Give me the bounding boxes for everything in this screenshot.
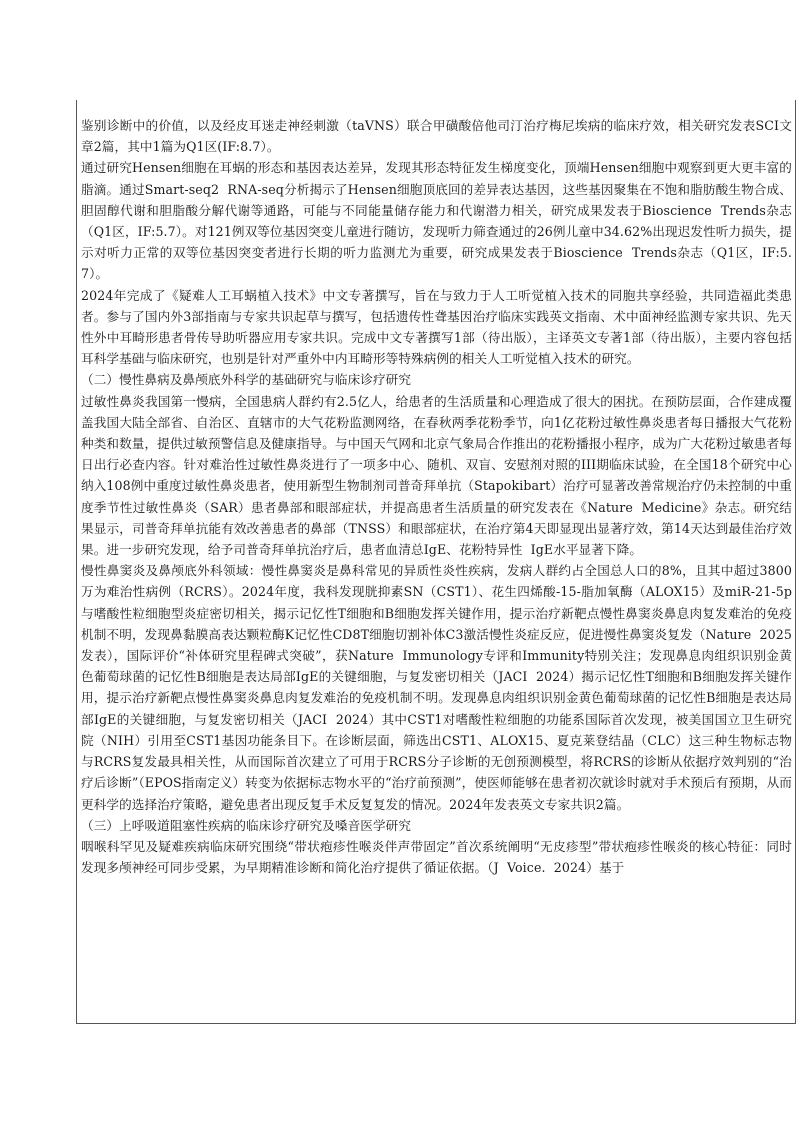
document-body	[81, 115, 792, 878]
section-heading-chronic-nasal-disease: （二）慢性鼻病及鼻颅底外科学的基础研究与临床诊疗研究	[81, 372, 412, 388]
paragraph-chronic-sinusitis: 慢性鼻窦炎及鼻颅底外科领域：慢性鼻窦炎是鼻科常见的异质性炎性疾病，发病人群约占全国总人口的8%，且其中超过3800万为难治性病例（RCRS）。2024年度，我科发现胱抑素SN（CST1）、花生四烯酸-15-脂加氧酶（ALOX15）及miR-21-5p与嗜酸性粒细胞型炎症密切相关，揭示记忆性T细胞和B细胞发挥关键作用，提示治疗新靶点慢性鼻窦炎鼻息肉复发难治的免疫机制不明，发现鼻黏膜高表达颗粒酶K记忆性CD8T细胞切割补体C3激活慢性炎症反应，促进慢性鼻窦炎复发（Nature 2025发表），国际评价“补体研究里程碑式突破”，获Nature Immunology专评和Immunity特别关注；发现鼻息肉组织识别金黄色葡萄球菌的记忆性B细胞是表达局部IgE的关键细胞，与复发密切相关（JACI 2024）揭示记忆性T细胞和B细胞发挥关键作用，提示治疗新靶点慢性鼻窦炎鼻息肉复发难治的免疫机制不明。发现鼻息肉组织识别金黄色葡萄球菌的记忆性B细胞是表达局部IgE的关键细胞，与复发密切相关（JACI 2024）其中CST1对嗜酸性粒细胞的功能系国际首次发现，被美国国立卫生研究院（NIH）引用至CST1基因功能条目下。在诊断层面，筛选出CST1、ALOX15、夏克莱登结晶（CLC）这三种生物标志物与RCRS复发最具相关性，从而国际首次建立了可用于RCRS分子诊断的无创预测模型，将RCRS的诊断从依据疗效判别的“治疗后诊断”（EPOS指南定义）转变为依据标志物水平的“治疗前预测”，使医师能够在患者初次就诊时就对手术预后有预期，从而更科学的选择治疗策略，避免患者出现反复手术反复复发的情况。2024年发表英文专家共识2篇。	[81, 563, 792, 812]
paragraph-hensen-cells: 通过研究Hensen细胞在耳蜗的形态和基因表达差异，发现其形态特征发生梯度变化，顶端Hensen细胞中观察到更大更丰富的脂滴。通过Smart-seq2 RNA-seq分析揭示了Hensen细胞顶底回的差异表达基因，这些基因聚集在不饱和脂肪酸生物合成、胆固醇代谢和胆脂酸分解代谢等通路，可能与不同能量储存能力和代谢潜力相关，研究成果发表于Bioscience Trends杂志（Q1区，IF:5.7）。对121例双等位基因突变儿童进行随访，发现听力筛查通过的26例儿童中34.62%出现迟发性听力损失，提示对听力正常的双等位基因突变者进行长期的听力监测尤为重要，研究成果发表于Bioscience Trends杂志（Q1区，IF:5.7）。	[81, 160, 792, 282]
paragraph-laryngitis-research: 咽喉科罕见及疑难疾病临床研究围绕“带状疱疹性喉炎伴声带固定”首次系统阐明“无皮疹型”带状疱疹性喉炎的核心特征：同时发现多颅神经可同步受累，为早期精准诊断和简化治疗提供了循证依据。（J Voice. 2024）基于	[81, 838, 792, 876]
section-heading-upper-airway: （三）上呼吸道阻塞性疾病的临床诊疗研究及嗓音医学研究	[81, 817, 412, 833]
paragraph-diagnostic-value: 鉴别诊断中的价值，以及经皮耳迷走神经刺激（taVNS）联合甲磺酸倍他司汀治疗梅尼埃病的临床疗效，相关研究发表SCI文章2篇，其中1篇为Q1区(IF:8.7）。	[81, 118, 792, 155]
paragraph-cochlear-implant-monograph: 2024年完成了《疑难人工耳蜗植入技术》中文专著撰写，旨在与致力于人工听觉植入技术的同胞共享经验，共同造福此类患者。参与了国内外3部指南与专家共识起草与撰写，包括遗传性聋基因治疗临床实践英文指南、术中面神经监测专家共识、先天性外中耳畸形患者骨传导助听器应用专家共识。完成中文专著撰写1部（待出版），主译英文专著1部（待出版），主要内容包括耳科学基础与临床研究，也别是针对严重外中内耳畸形等特殊病例的相关人工听觉植入技术的研究。	[81, 287, 792, 367]
paragraph-allergic-rhinitis: 过敏性鼻炎我国第一慢病，全国患病人群约有2.5亿人，给患者的生活质量和心理造成了很大的困扰。在预防层面，合作建成覆盖我国大陆全部省、自治区、直辖市的大气花粉监测网络，在春秋两季花粉季节，向1亿花粉过敏性鼻炎患者每日播报大气花粉种类和数量，提供过敏预警信息及健康指导。与中国天气网和北京气象局合作推出的花粉播报小程序，成为广大花粉过敏患者每日出行必查内容。针对难治性过敏性鼻炎进行了一项多中心、随机、双盲、安慰剂对照的III期临床试验，在全国18个研究中心纳入108例中重度过敏性鼻炎患者，使用新型生物制剂司普奇拜单抗（Stapokibart）治疗可显著改善常规治疗仍未控制的中重度季节性过敏性鼻炎（SAR）患者鼻部和眼部症状，并提高患者生活质量的研究发表在《Nature Medicine》杂志。研究结果显示，司普奇拜单抗能有效改善患者的鼻部（TNSS）和眼部症状，在治疗第4天即显现出显著疗效，第14天达到最佳治疗效果。进一步研究发现，给予司普奇拜单抗治疗后，患者血清总IgE、花粉特异性 IgE水平显著下降。	[81, 393, 792, 558]
